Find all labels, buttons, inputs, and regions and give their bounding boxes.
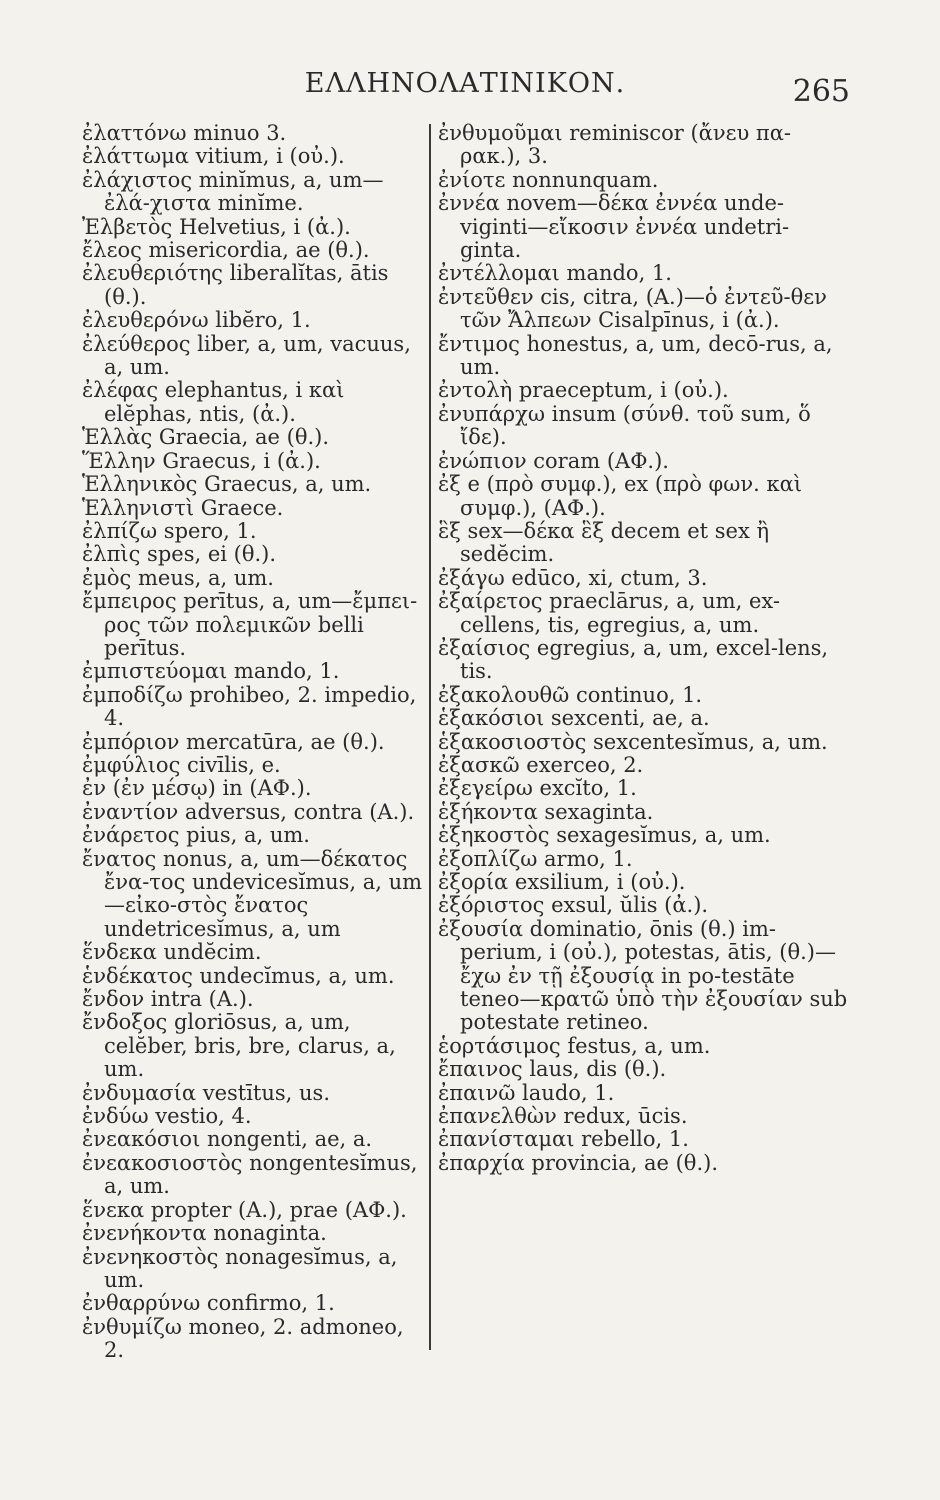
dictionary-entry: ἕνδεκα undĕcim. <box>82 940 262 965</box>
dictionary-entry: ἐλάττωμα vitium, i (οὐ.). <box>82 144 345 169</box>
dictionary-entry: ἐπανελθὼν redux, ūcis. <box>438 1104 688 1129</box>
dictionary-entry: ἐντολὴ praeceptum, i (οὐ.). <box>438 378 729 403</box>
running-title: ΕΛΛΗΝΟΛΑΤΙΝΙΚΟΝ. <box>304 68 626 99</box>
dictionary-entry: ἔνδοξος gloriōsus, a, um, celĕber, bris, bre, clarus, a, um. <box>82 1010 403 1082</box>
dictionary-entry: ἑνδέκατος undecĭmus, a, um. <box>82 963 395 988</box>
dictionary-entry: ἔνδον intra (Α.). <box>82 987 254 1012</box>
dictionary-entry: ἐνώπιον coram (ΑΦ.). <box>438 448 669 473</box>
dictionary-entry: ἐλεύθερος liber, a, um, vacuus, a, um. <box>82 331 418 380</box>
dictionary-entry: ἐξασκῶ exerceo, 2. <box>438 752 644 777</box>
dictionary-entry: ἐλέφας elephantus, i καὶ elĕphas, ntis, (ἀ.). <box>82 378 352 426</box>
dictionary-entry: ἐξάγω edūco, xi, ctum, 3. <box>438 565 708 590</box>
dictionary-entry: ἔντιμος honestus, a, um, decō-rus, a, um. <box>438 331 840 380</box>
dictionary-entry: ἐξακολουθῶ continuo, 1. <box>438 682 703 707</box>
dictionary-entry: ἐλευθεριότης liberalĭtas, ātis (θ.). <box>82 261 396 309</box>
dictionary-entry: Ἐλβετὸς Helvetius, i (ἀ.). <box>82 214 351 239</box>
dictionary-entry: ἑορτάσιμος festus, a, um. <box>438 1033 711 1058</box>
dictionary-entry: ἐμπόριον mercatūra, ae (θ.). <box>82 729 385 754</box>
dictionary-entry: Ἑλληνικὸς Graecus, a, um. <box>82 472 372 497</box>
dictionary-entry: ἐντεῦθεν cis, citra, (Α.)—ὁ ἐντεῦ-θεν τῶν Ἄλπεων Cisalpīnus, i (ἀ.). <box>438 284 834 333</box>
dictionary-entry: ἐνδύω vestio, 4. <box>82 1104 252 1129</box>
dictionary-entry: ἐμποδίζω prohibeo, 2. impedio, 4. <box>82 682 424 731</box>
dictionary-entry: Ἑλλὰς Graecia, ae (θ.). <box>82 425 330 450</box>
dictionary-entry: ἔπαινος laus, dis (θ.). <box>438 1057 667 1082</box>
dictionary-entry: ἐνδυμασία vestītus, us. <box>82 1080 330 1105</box>
dictionary-entry: ἐξοπλίζω armo, 1. <box>438 846 633 871</box>
dictionary-entry: ἐλπὶς spes, ei (θ.). <box>82 542 277 567</box>
dictionary-entry: ἐλάχιστος minĭmus, a, um—ἐλά-χιστα minĭme. <box>82 167 384 216</box>
dictionary-entry: ἐξαίρετος praeclārus, a, um, ex-cellens, tis, egregius, a, um. <box>438 589 780 637</box>
dictionary-entry: ἐν (ἐν μέσῳ) in (ΑΦ.). <box>82 776 312 801</box>
dictionary-entry: ἐνεακοσιοστὸς nongentesĭmus, a, um. <box>82 1150 425 1199</box>
dictionary-entry: ἐνάρετος pius, a, um. <box>82 823 310 848</box>
column-divider <box>429 124 431 1350</box>
dictionary-entry: Ἑλληνιστὶ Graece. <box>82 495 284 520</box>
dictionary-entry: ἐξ e (πρὸ συμφ.), ex (πρὸ φων. καὶ συμφ.), (ΑΦ.). <box>438 472 809 520</box>
left-column <box>82 122 427 1363</box>
dictionary-entry: ἐξαίσιος egregius, a, um, excel-lens, tis. <box>438 635 835 684</box>
dictionary-entry: ἐναντίον adversus, contra (Α.). <box>82 799 415 824</box>
dictionary-entry: ἐλαττόνω minuo 3. <box>82 121 287 145</box>
dictionary-entry: ἐλπίζω spero, 1. <box>82 518 257 543</box>
dictionary-entry: ἐνενηκοστὸς nonagesĭmus, a, um. <box>82 1244 405 1292</box>
dictionary-entry: ἐμπιστεύομαι mando, 1. <box>82 659 340 684</box>
dictionary-entry: ἐμφύλιος civīlis, e. <box>82 752 281 777</box>
dictionary-entry: ἐνυπάρχω insum (σύνθ. τοῦ sum, ὅ ἴδε). <box>438 401 818 450</box>
dictionary-entry: ἐνενήκοντα nonaginta. <box>82 1221 327 1246</box>
dictionary-entry: ἐξεγείρω excĭto, 1. <box>438 776 637 801</box>
dictionary-entry: ἐπαινῶ laudo, 1. <box>438 1080 615 1105</box>
dictionary-entry: ἐνθαρρύνω confirmo, 1. <box>82 1291 335 1316</box>
dictionary-entry: ἐνθυμίζω moneo, 2. admoneo, 2. <box>82 1314 411 1363</box>
dictionary-entry: ἐννέα novem—δέκα ἐννέα unde-viginti—εἴκοσιν ἐννέα undetri-ginta. <box>438 191 790 263</box>
dictionary-entry: ἐλευθερόνω libĕro, 1. <box>82 308 311 333</box>
dictionary-entry: ἐξουσία dominatio, ōnis (θ.) im-perium, i (οὐ.), potestas, ātis, (θ.)—ἔχω ἐν τῇ ἐξουσίᾳ in po-testāte teneo—κρατῶ ὑπὸ τὴν ἐξουσίαν sub potestate retineo. <box>438 916 854 1035</box>
dictionary-entry: ἐξόριστος exsul, ŭlis (ἀ.). <box>438 893 709 918</box>
dictionary-entry: ἔμπειρος perītus, a, um—ἔμπει-ρος τῶν πολεμικῶν belli perītus. <box>82 589 418 660</box>
dictionary-entry: ἕνεκα propter (Α.), prae (ΑΦ.). <box>82 1197 407 1222</box>
dictionary-entry: ἑξηκοστὸς sexagesĭmus, a, um. <box>438 823 771 848</box>
dictionary-entry: ἐνίοτε nonnunquam. <box>438 167 659 192</box>
right-column <box>438 121 854 1175</box>
dictionary-entry: ἑξακοσιοστὸς sexcentesĭmus, a, um. <box>438 729 828 754</box>
dictionary-entry: ἐπαρχία provincia, ae (θ.). <box>438 1150 718 1175</box>
dictionary-entry: ἔλεος misericordia, ae (θ.). <box>82 238 370 263</box>
dictionary-entry: ἐμὸς meus, a, um. <box>82 565 274 590</box>
page-number: 265 <box>792 74 850 109</box>
dictionary-entry: ἐνθυμοῦμαι reminiscor (ἄνευ πα-ρακ.), 3. <box>438 121 792 169</box>
dictionary-entry: ἐντέλλομαι mando, 1. <box>438 261 672 286</box>
dictionary-entry: Ἕλλην Graecus, i (ἀ.). <box>82 448 321 473</box>
dictionary-entry: ἐπανίσταμαι rebello, 1. <box>438 1127 689 1152</box>
dictionary-entry: ἐξορία exsilium, i (οὐ.). <box>438 870 686 894</box>
dictionary-entry: ἐνεακόσιοι nongenti, ae, a. <box>82 1127 373 1152</box>
dictionary-entry: ἑξακόσιοι sexcenti, ae, a. <box>438 706 710 731</box>
dictionary-entry: ἔνατος nonus, a, um—δέκατος ἔνα-τος undevicesĭmus, a, um—εἰκο-στὸς ἔνατος undetricesĭmus, a, um <box>82 846 423 941</box>
dictionary-entry: ἓξ sex—δέκα ἓξ decem et sex ἢ sedĕcim. <box>438 518 776 567</box>
dictionary-entry: ἑξήκοντα sexaginta. <box>438 799 654 824</box>
